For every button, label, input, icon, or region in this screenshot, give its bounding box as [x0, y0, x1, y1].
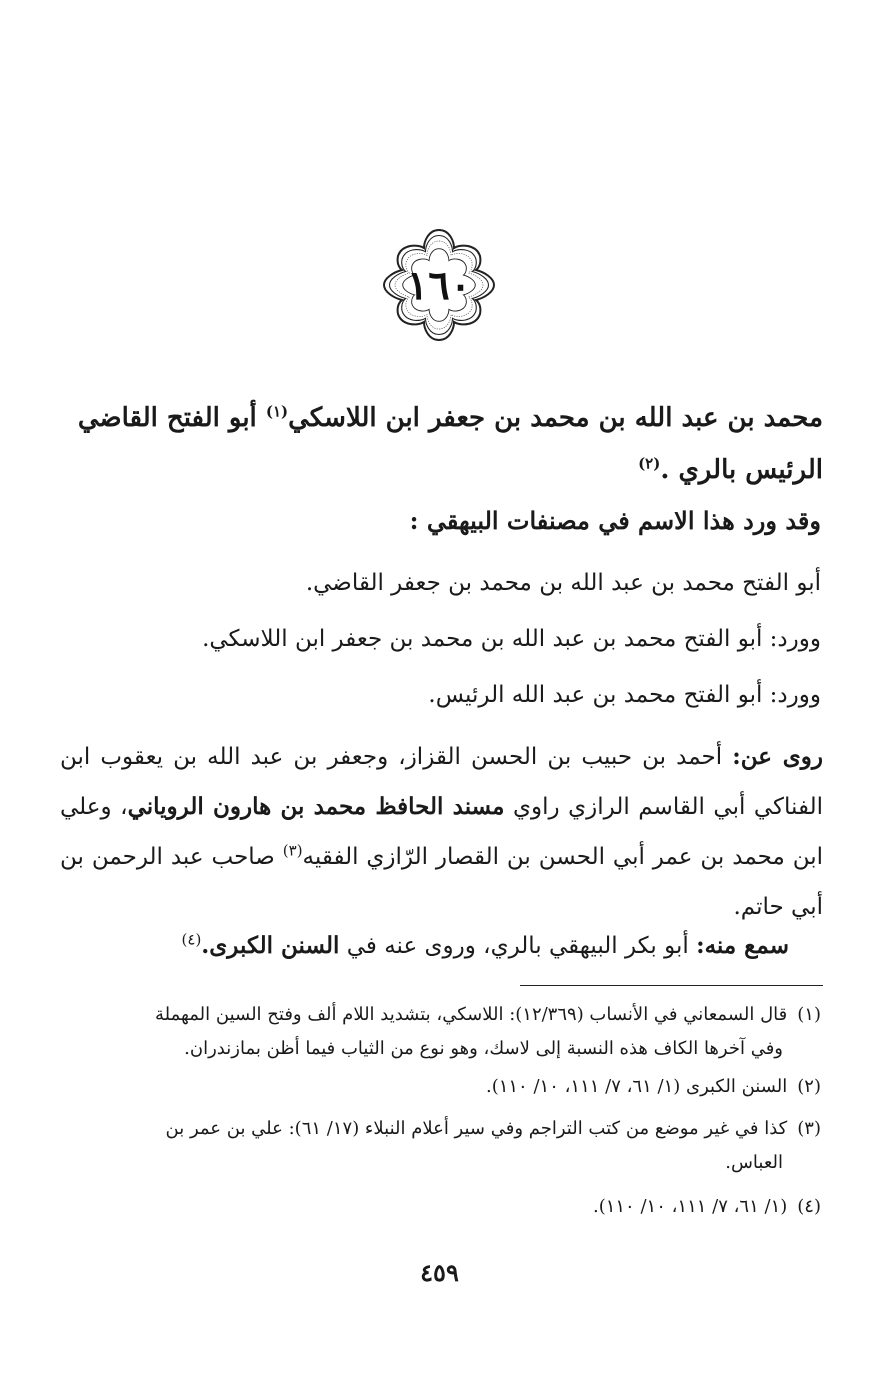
footnote-text: قال السمعاني في الأنساب (١٢/٣٦٩): اللاسكي، بتشديد اللام ألف وفتح السين المهملة [154, 1004, 788, 1025]
name-variant-1: أبو الفتح محمد بن عبد الله بن محمد بن جعفر القاضي. [305, 570, 821, 596]
name-variant-3: وورد: أبو الفتح محمد بن عبد الله الرئيس. [428, 682, 821, 708]
footnote-number: (٢) [797, 1076, 821, 1097]
footnote-2 [58, 1070, 821, 1104]
footnote-number: (٣) [797, 1118, 821, 1139]
narrated-from-label: روى عن: [732, 743, 823, 770]
footnote-ref-2: (٢) [638, 454, 661, 473]
footnote-ref-4: (٤) [181, 930, 202, 949]
footnote-ref-1: (١) [265, 402, 289, 421]
entry-number-ornament [380, 226, 498, 344]
footnote-number: (٤) [797, 1196, 821, 1217]
footnote-number: (١) [797, 1004, 821, 1025]
sunan-kubra-title: السنن الكبرى. [201, 932, 340, 959]
title-name: محمد بن عبد الله بن محمد بن جعفر ابن اللاسكي [288, 403, 823, 433]
footnote-ref-3: (٣) [282, 841, 303, 860]
name-variant-2: وورد: أبو الفتح محمد بن عبد الله بن محمد بن جعفر ابن اللاسكي. [202, 626, 821, 652]
footnote-text: السنن الكبرى (١/ ٦١، ٧/ ١١١، ١٠/ ١١٠). [485, 1076, 788, 1097]
heard-from-paragraph [182, 932, 789, 959]
name-variants-heading: وقد ورد هذا الاسم في مصنفات البيهقي : [409, 506, 821, 535]
narrated-from-paragraph [60, 732, 823, 932]
footnote-1 [58, 998, 821, 1066]
footnote-4 [58, 1190, 821, 1224]
title-kunya: أبو الفتح القاضي الرئيس بالري . [77, 403, 823, 485]
footnote-separator [520, 985, 823, 986]
footnote-text: كذا في غير موضع من كتب التراجم وفي سير أعلام النبلاء (١٧/ ٦١): علي بن عمر بن [165, 1118, 788, 1139]
narrated-from-text-1: أحمد بن حبيب بن الحسن القزاز، وجعفر بن عبد الله بن يعقوب ابن الفناكي أبي القاسم الرازي راوي [60, 744, 823, 820]
footnote-3 [58, 1112, 821, 1180]
narrated-from-text-2: ، وعلي ابن محمد بن عمر أبي الحسن بن القصار الرّازي الفقيه [60, 794, 823, 870]
heard-from-label: سمع منه: [696, 932, 789, 959]
entry-title [60, 392, 823, 496]
page-number: ٤٥٩ [420, 1258, 459, 1287]
entry-number: ١٦٠ [406, 261, 472, 309]
footnote-text: وفي آخرها الكاف هذه النسبة إلى لاسك، وهو نوع من الثياب فيما أظن بمازندران. [184, 1038, 783, 1059]
footnote-text: (١/ ٦١، ٧/ ١١١، ١٠/ ١١٠). [592, 1196, 788, 1217]
heard-from-text: أبو بكر البيهقي بالري، وروى عنه في [339, 933, 697, 959]
narrated-from-text-3: صاحب عبد الرحمن بن أبي حاتم. [60, 844, 823, 920]
footnote-text: العباس. [725, 1152, 783, 1173]
musnad-title: مسند الحافظ محمد بن هارون الروياني [127, 793, 505, 820]
